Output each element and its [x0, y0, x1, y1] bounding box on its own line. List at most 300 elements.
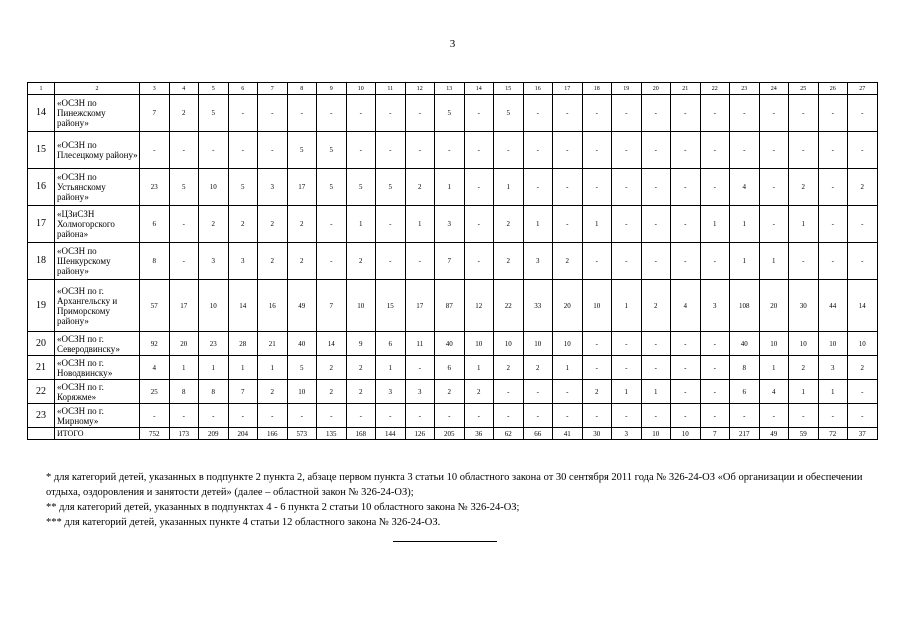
- table-cell: -: [789, 243, 819, 280]
- table-cell: -: [317, 404, 347, 428]
- table-cell: -: [848, 95, 878, 132]
- table-cell: -: [700, 380, 730, 404]
- table-cell: 87: [435, 280, 465, 332]
- table-cell: -: [612, 169, 642, 206]
- table-cell: 1: [169, 356, 199, 380]
- column-header: 15: [494, 83, 524, 95]
- total-row-number: [28, 428, 55, 440]
- table-cell: 5: [435, 95, 465, 132]
- total-cell: 37: [848, 428, 878, 440]
- table-cell: 1: [553, 356, 583, 380]
- table-cell: 8: [140, 243, 170, 280]
- table-cell: -: [464, 404, 494, 428]
- table-row: [28, 132, 878, 169]
- table-cell: 2: [789, 356, 819, 380]
- column-header: 17: [553, 83, 583, 95]
- table-cell: 2: [287, 206, 317, 243]
- table-cell: 3: [700, 280, 730, 332]
- table-cell: -: [464, 206, 494, 243]
- table-cell: -: [671, 380, 701, 404]
- column-header: 2: [55, 83, 140, 95]
- table-cell: 2: [199, 206, 229, 243]
- table-cell: -: [848, 404, 878, 428]
- page-number: 3: [449, 38, 456, 50]
- table-cell: -: [376, 404, 406, 428]
- table-cell: 11: [405, 332, 435, 356]
- column-header: 24: [759, 83, 789, 95]
- table-cell: 3: [376, 380, 406, 404]
- table-cell: 8: [199, 380, 229, 404]
- table-cell: -: [464, 95, 494, 132]
- data-table: [27, 82, 878, 440]
- table-cell: -: [671, 243, 701, 280]
- table-cell: 2: [228, 206, 258, 243]
- table-cell: 10: [287, 380, 317, 404]
- table-cell: 3: [199, 243, 229, 280]
- table-cell: 5: [346, 169, 376, 206]
- column-header: 14: [464, 83, 494, 95]
- total-cell: 41: [553, 428, 583, 440]
- table-cell: 22: [494, 280, 524, 332]
- total-cell: 10: [671, 428, 701, 440]
- table-cell: -: [523, 380, 553, 404]
- table-cell: -: [464, 243, 494, 280]
- table-cell: 2: [494, 206, 524, 243]
- table-row: [28, 404, 878, 428]
- table-cell: 3: [435, 206, 465, 243]
- footnotes: [46, 470, 866, 530]
- table-cell: 17: [287, 169, 317, 206]
- table-cell: -: [405, 132, 435, 169]
- table-cell: -: [700, 169, 730, 206]
- table-cell: -: [258, 404, 288, 428]
- table-cell: 3: [258, 169, 288, 206]
- table-cell: 2: [494, 243, 524, 280]
- table-cell: -: [612, 132, 642, 169]
- table-cell: -: [199, 132, 229, 169]
- table-cell: 9: [346, 332, 376, 356]
- table-cell: 20: [759, 280, 789, 332]
- table-cell: 1: [818, 380, 848, 404]
- table-cell: -: [405, 404, 435, 428]
- header-row: [28, 83, 878, 95]
- table-cell: 2: [405, 169, 435, 206]
- table-cell: -: [523, 404, 553, 428]
- row-name: «ОСЗН по г. Новодвинску»: [55, 356, 140, 380]
- table-cell: -: [759, 95, 789, 132]
- table-row: [28, 332, 878, 356]
- table-cell: -: [641, 332, 671, 356]
- table-row: [28, 206, 878, 243]
- table-cell: -: [700, 132, 730, 169]
- total-cell: 752: [140, 428, 170, 440]
- table-cell: 10: [553, 332, 583, 356]
- table-cell: -: [759, 404, 789, 428]
- table-cell: 10: [789, 332, 819, 356]
- table-cell: 7: [435, 243, 465, 280]
- table-cell: -: [435, 132, 465, 169]
- table-cell: -: [553, 169, 583, 206]
- row-number: 22: [28, 380, 55, 404]
- table-cell: 10: [346, 280, 376, 332]
- column-header: 6: [228, 83, 258, 95]
- table-cell: 4: [140, 356, 170, 380]
- table-cell: -: [671, 206, 701, 243]
- table-cell: -: [376, 95, 406, 132]
- row-name: «ЦЗиСЗН Холмогорского района»: [55, 206, 140, 243]
- table-cell: -: [671, 132, 701, 169]
- table-cell: -: [169, 243, 199, 280]
- table-cell: -: [848, 206, 878, 243]
- table-cell: 1: [405, 206, 435, 243]
- table-cell: 2: [582, 380, 612, 404]
- total-cell: 66: [523, 428, 553, 440]
- table-cell: 14: [317, 332, 347, 356]
- table-cell: 5: [199, 95, 229, 132]
- table-cell: 10: [464, 332, 494, 356]
- column-header: 12: [405, 83, 435, 95]
- row-number: 15: [28, 132, 55, 169]
- table-cell: -: [759, 206, 789, 243]
- column-header: 21: [671, 83, 701, 95]
- row-name: «ОСЗН по г. Коряжме»: [55, 380, 140, 404]
- table-cell: -: [848, 380, 878, 404]
- table-cell: -: [346, 95, 376, 132]
- table-cell: 14: [228, 280, 258, 332]
- table-cell: 20: [169, 332, 199, 356]
- table-cell: -: [523, 95, 553, 132]
- footnote-divider: [393, 541, 497, 542]
- table-cell: -: [317, 95, 347, 132]
- table-cell: 7: [140, 95, 170, 132]
- table-cell: 1: [523, 206, 553, 243]
- table-cell: -: [582, 95, 612, 132]
- table-cell: -: [671, 332, 701, 356]
- table-cell: 1: [641, 380, 671, 404]
- table-cell: -: [553, 95, 583, 132]
- table-cell: -: [287, 95, 317, 132]
- table-cell: 10: [582, 280, 612, 332]
- table-cell: 92: [140, 332, 170, 356]
- table-cell: 1: [258, 356, 288, 380]
- column-header: 8: [287, 83, 317, 95]
- table-cell: -: [700, 332, 730, 356]
- table-cell: -: [553, 206, 583, 243]
- table-cell: 2: [258, 206, 288, 243]
- table-cell: 3: [405, 380, 435, 404]
- table-cell: -: [317, 206, 347, 243]
- table-cell: -: [582, 404, 612, 428]
- column-header: 22: [700, 83, 730, 95]
- row-number: 19: [28, 280, 55, 332]
- table-cell: 21: [258, 332, 288, 356]
- table-cell: 2: [523, 356, 553, 380]
- table-cell: 2: [435, 380, 465, 404]
- table-cell: 1: [435, 169, 465, 206]
- row-number: 14: [28, 95, 55, 132]
- table-cell: 1: [700, 206, 730, 243]
- table-cell: -: [553, 404, 583, 428]
- table-cell: 2: [346, 243, 376, 280]
- table-cell: 2: [258, 243, 288, 280]
- table-cell: -: [612, 95, 642, 132]
- table-cell: 7: [228, 380, 258, 404]
- table-cell: -: [494, 380, 524, 404]
- table-cell: 15: [376, 280, 406, 332]
- table-cell: 6: [376, 332, 406, 356]
- table-cell: 6: [730, 380, 760, 404]
- table-cell: -: [199, 404, 229, 428]
- table-cell: 8: [730, 356, 760, 380]
- table-cell: 1: [759, 356, 789, 380]
- total-cell: 72: [818, 428, 848, 440]
- row-number: 17: [28, 206, 55, 243]
- total-cell: 204: [228, 428, 258, 440]
- total-cell: 59: [789, 428, 819, 440]
- table-cell: -: [612, 356, 642, 380]
- table-row: [28, 380, 878, 404]
- table-cell: -: [671, 356, 701, 380]
- column-header: 10: [346, 83, 376, 95]
- table-cell: -: [140, 404, 170, 428]
- table-cell: 2: [317, 356, 347, 380]
- row-name: «ОСЗН по г. Архангельску и Приморскому району»: [55, 280, 140, 332]
- table-cell: -: [346, 404, 376, 428]
- table-cell: 28: [228, 332, 258, 356]
- table-row: [28, 280, 878, 332]
- table-cell: 2: [848, 169, 878, 206]
- table-cell: -: [730, 95, 760, 132]
- table-cell: 6: [140, 206, 170, 243]
- table-cell: 10: [848, 332, 878, 356]
- table-cell: 44: [818, 280, 848, 332]
- table-cell: 2: [258, 380, 288, 404]
- table-cell: -: [671, 169, 701, 206]
- table-cell: -: [169, 404, 199, 428]
- row-name: «ОСЗН по Пинежскому району»: [55, 95, 140, 132]
- table-cell: 5: [317, 132, 347, 169]
- table-cell: -: [435, 404, 465, 428]
- table-cell: -: [700, 356, 730, 380]
- total-cell: 62: [494, 428, 524, 440]
- table-cell: -: [789, 95, 819, 132]
- footnote-3: *** для категорий детей, указанных пункте 4 статьи 12 областного закона № 326-24-ОЗ.: [46, 517, 441, 528]
- row-number: 20: [28, 332, 55, 356]
- table-cell: -: [140, 132, 170, 169]
- table-cell: -: [612, 404, 642, 428]
- table-cell: 1: [730, 206, 760, 243]
- table-cell: 30: [789, 280, 819, 332]
- row-name: «ОСЗН по г. Мирному»: [55, 404, 140, 428]
- total-cell: 49: [759, 428, 789, 440]
- table-cell: 1: [612, 280, 642, 332]
- table-cell: 1: [464, 356, 494, 380]
- table-cell: -: [641, 132, 671, 169]
- total-cell: 135: [317, 428, 347, 440]
- table-cell: -: [523, 169, 553, 206]
- table-cell: -: [641, 95, 671, 132]
- table-cell: -: [641, 356, 671, 380]
- table-cell: -: [553, 132, 583, 169]
- table-cell: -: [582, 132, 612, 169]
- table-cell: -: [730, 132, 760, 169]
- table-cell: -: [818, 404, 848, 428]
- table-cell: 17: [169, 280, 199, 332]
- table-cell: -: [464, 132, 494, 169]
- row-number: 16: [28, 169, 55, 206]
- table-cell: -: [818, 206, 848, 243]
- table-cell: 5: [287, 356, 317, 380]
- table-cell: -: [405, 95, 435, 132]
- table-cell: 1: [346, 206, 376, 243]
- column-header: 5: [199, 83, 229, 95]
- table-cell: 2: [317, 380, 347, 404]
- total-cell: 126: [405, 428, 435, 440]
- table-cell: -: [641, 206, 671, 243]
- table-cell: -: [818, 169, 848, 206]
- column-header: 26: [818, 83, 848, 95]
- table-cell: -: [169, 206, 199, 243]
- table-cell: 10: [523, 332, 553, 356]
- table-cell: 2: [346, 380, 376, 404]
- table-cell: 17: [405, 280, 435, 332]
- table-cell: -: [523, 132, 553, 169]
- table-cell: -: [346, 132, 376, 169]
- table-cell: 6: [435, 356, 465, 380]
- table-cell: -: [671, 95, 701, 132]
- table-cell: 40: [435, 332, 465, 356]
- total-row: [28, 428, 878, 440]
- table-cell: -: [789, 132, 819, 169]
- table-cell: -: [641, 404, 671, 428]
- table-cell: -: [376, 132, 406, 169]
- column-header: 18: [582, 83, 612, 95]
- row-number: 21: [28, 356, 55, 380]
- table-cell: -: [612, 243, 642, 280]
- column-header: 25: [789, 83, 819, 95]
- table-cell: 49: [287, 280, 317, 332]
- table-cell: -: [228, 95, 258, 132]
- table-cell: 5: [317, 169, 347, 206]
- table-cell: -: [228, 404, 258, 428]
- table-cell: -: [317, 243, 347, 280]
- table-cell: -: [759, 132, 789, 169]
- column-header: 23: [730, 83, 760, 95]
- table-cell: 20: [553, 280, 583, 332]
- total-cell: 573: [287, 428, 317, 440]
- table-cell: 33: [523, 280, 553, 332]
- table-cell: 2: [789, 169, 819, 206]
- row-name: «ОСЗН по г. Северодвинску»: [55, 332, 140, 356]
- table-cell: -: [376, 243, 406, 280]
- row-number: 18: [28, 243, 55, 280]
- table-cell: -: [582, 169, 612, 206]
- table-cell: -: [730, 404, 760, 428]
- table-cell: -: [641, 243, 671, 280]
- table-cell: 10: [494, 332, 524, 356]
- column-header: 13: [435, 83, 465, 95]
- table-cell: -: [405, 356, 435, 380]
- total-cell: 209: [199, 428, 229, 440]
- row-name: «ОСЗН по Шенкурскому району»: [55, 243, 140, 280]
- table-cell: -: [759, 169, 789, 206]
- footnote-2: ** для категорий детей, указанных в подпунктах 4 - 6 пункта 2 статьи 10 областного закона № 326-24-ОЗ;: [46, 502, 520, 513]
- total-cell: 30: [582, 428, 612, 440]
- column-header: 9: [317, 83, 347, 95]
- table-cell: -: [494, 132, 524, 169]
- table-cell: 1: [376, 356, 406, 380]
- total-cell: 168: [346, 428, 376, 440]
- table-cell: -: [553, 380, 583, 404]
- table-cell: 2: [848, 356, 878, 380]
- table-cell: -: [818, 95, 848, 132]
- column-header: 4: [169, 83, 199, 95]
- table-cell: 7: [317, 280, 347, 332]
- table-cell: 14: [848, 280, 878, 332]
- table-cell: -: [169, 132, 199, 169]
- total-cell: 7: [700, 428, 730, 440]
- column-header: 3: [140, 83, 170, 95]
- table-cell: -: [464, 169, 494, 206]
- table-cell: 2: [641, 280, 671, 332]
- table-cell: 10: [818, 332, 848, 356]
- table-cell: 1: [199, 356, 229, 380]
- table-cell: 2: [494, 356, 524, 380]
- table-cell: 4: [759, 380, 789, 404]
- row-number: 23: [28, 404, 55, 428]
- table-cell: 2: [464, 380, 494, 404]
- table-cell: 2: [346, 356, 376, 380]
- table-cell: 3: [523, 243, 553, 280]
- total-cell: 173: [169, 428, 199, 440]
- table-cell: 1: [759, 243, 789, 280]
- column-header: 20: [641, 83, 671, 95]
- table-cell: 1: [730, 243, 760, 280]
- table-cell: 10: [199, 169, 229, 206]
- table-cell: -: [818, 132, 848, 169]
- table-cell: 12: [464, 280, 494, 332]
- table-cell: -: [612, 332, 642, 356]
- total-cell: 205: [435, 428, 465, 440]
- column-header: 19: [612, 83, 642, 95]
- table-cell: -: [582, 243, 612, 280]
- table-cell: -: [700, 404, 730, 428]
- table-cell: -: [848, 132, 878, 169]
- total-cell: 36: [464, 428, 494, 440]
- table-cell: -: [376, 206, 406, 243]
- table-cell: 8: [169, 380, 199, 404]
- footnote-1: * для категорий детей, указанных в подпункте 2 пункта 2, абзаце первом пункта 3 статьи 10 областного закона от 30 сентября 2011 года № 326-24-ОЗ «Об организации и обеспечении отдыха, оздоровления и занятости детей» (далее – областной закон № 326-24-ОЗ);: [46, 472, 863, 498]
- table-cell: 23: [140, 169, 170, 206]
- table-cell: 40: [287, 332, 317, 356]
- table-cell: 2: [169, 95, 199, 132]
- table-cell: 23: [199, 332, 229, 356]
- table-cell: 108: [730, 280, 760, 332]
- table-cell: 1: [494, 169, 524, 206]
- table-row: [28, 169, 878, 206]
- total-label: ИТОГО: [55, 428, 140, 440]
- table-cell: 10: [199, 280, 229, 332]
- table-cell: 4: [730, 169, 760, 206]
- column-header: 27: [848, 83, 878, 95]
- total-cell: 217: [730, 428, 760, 440]
- table-cell: 3: [818, 356, 848, 380]
- total-cell: 10: [641, 428, 671, 440]
- total-cell: 144: [376, 428, 406, 440]
- table-cell: -: [671, 404, 701, 428]
- table-cell: -: [612, 206, 642, 243]
- table-cell: 5: [287, 132, 317, 169]
